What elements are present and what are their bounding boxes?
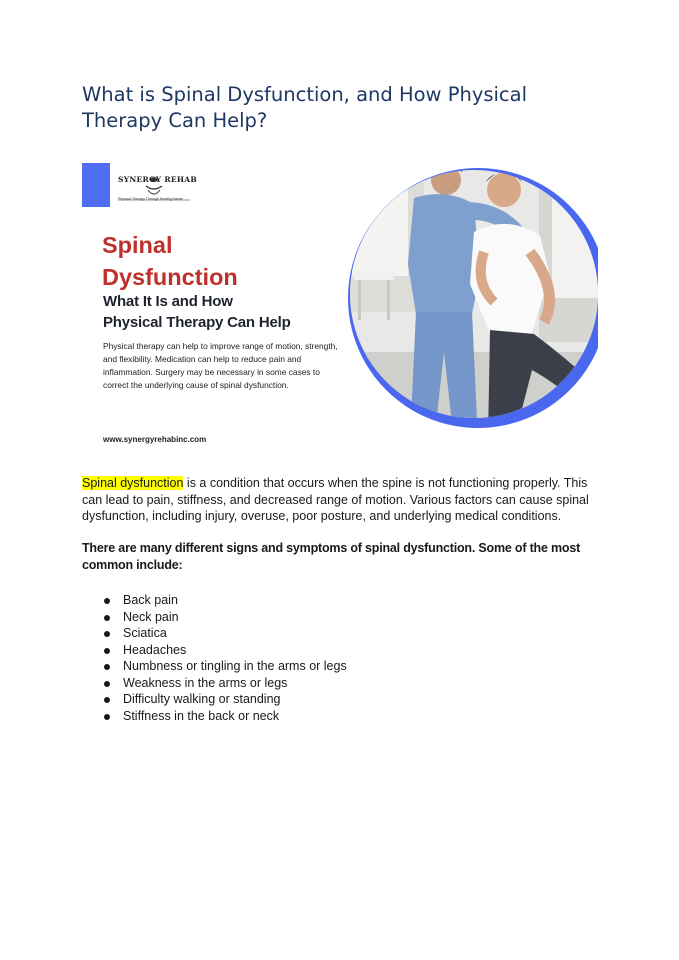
intro-paragraph-text: is a condition that occurs when the spine is not functioning properly. This can lead to pain, stiffness, and decreased range of motion. Various factors can cause spinal dysfunction, including injury, overuse, poor posture, and underlying medical conditions.	[82, 476, 589, 523]
banner-subheadline	[103, 291, 291, 333]
list-item-text: Back pain	[123, 593, 178, 607]
banner-headline-line-1: Spinal	[102, 232, 173, 258]
bullet-icon	[104, 631, 110, 637]
list-item	[82, 609, 347, 626]
banner-subheadline-line-2: Physical Therapy Can Help	[103, 314, 291, 331]
list-item-text: Difficulty walking or standing	[123, 692, 281, 706]
page-title-line-2: Therapy Can Help?	[82, 109, 268, 132]
symptoms-list	[82, 592, 347, 724]
logo-wordmark: SYNERGY REHAB	[118, 175, 198, 184]
list-item	[82, 675, 347, 692]
bullet-icon	[104, 648, 110, 654]
bullet-icon	[104, 681, 110, 687]
therapy-photo	[334, 162, 598, 442]
banner-subheadline-line-1: What It Is and How	[103, 293, 233, 310]
bullet-icon	[104, 664, 110, 670]
banner-headline	[102, 229, 238, 293]
logo-tagline: Physical Therapy Through Healing Hands	[118, 197, 183, 201]
list-item	[82, 625, 347, 642]
list-item	[82, 642, 347, 659]
accent-block	[82, 163, 110, 207]
article-banner-image	[82, 162, 598, 446]
list-item-text: Sciatica	[123, 626, 167, 640]
bullet-icon	[104, 714, 110, 720]
page-title-line-1: What is Spinal Dysfunction, and How Physical	[82, 83, 528, 106]
list-item-text: Neck pain	[123, 609, 179, 624]
bullet-icon	[104, 697, 110, 703]
list-item-text: Stiffness in the back or neck	[123, 708, 280, 723]
banner-headline-line-2: Dysfunction	[102, 264, 238, 290]
bullet-icon	[104, 598, 110, 604]
list-item	[82, 708, 347, 725]
intro-paragraph	[82, 475, 602, 525]
list-item	[82, 691, 347, 708]
list-item	[82, 658, 347, 675]
list-item	[82, 592, 347, 609]
symptoms-intro: There are many different signs and symptoms of spinal dysfunction. Some of the most common include:	[82, 541, 581, 572]
list-item-text: Weakness in the arms or legs	[123, 675, 288, 690]
list-item-text: Numbness or tingling in the arms or legs	[123, 659, 347, 673]
page-title	[82, 82, 562, 134]
highlighted-term: Spinal dysfunction	[82, 476, 184, 490]
list-item-text: Headaches	[123, 642, 187, 657]
banner-website-url: www.synergyrehabinc.com	[103, 435, 207, 444]
bullet-icon	[104, 615, 110, 621]
banner-description: Physical therapy can help to improve range of motion, strength, and flexibility. Medication can help to reduce pain and inflammation. Surgery may be necessary in some cases to correct the underlying cause of spinal dysfunction.	[103, 341, 338, 390]
